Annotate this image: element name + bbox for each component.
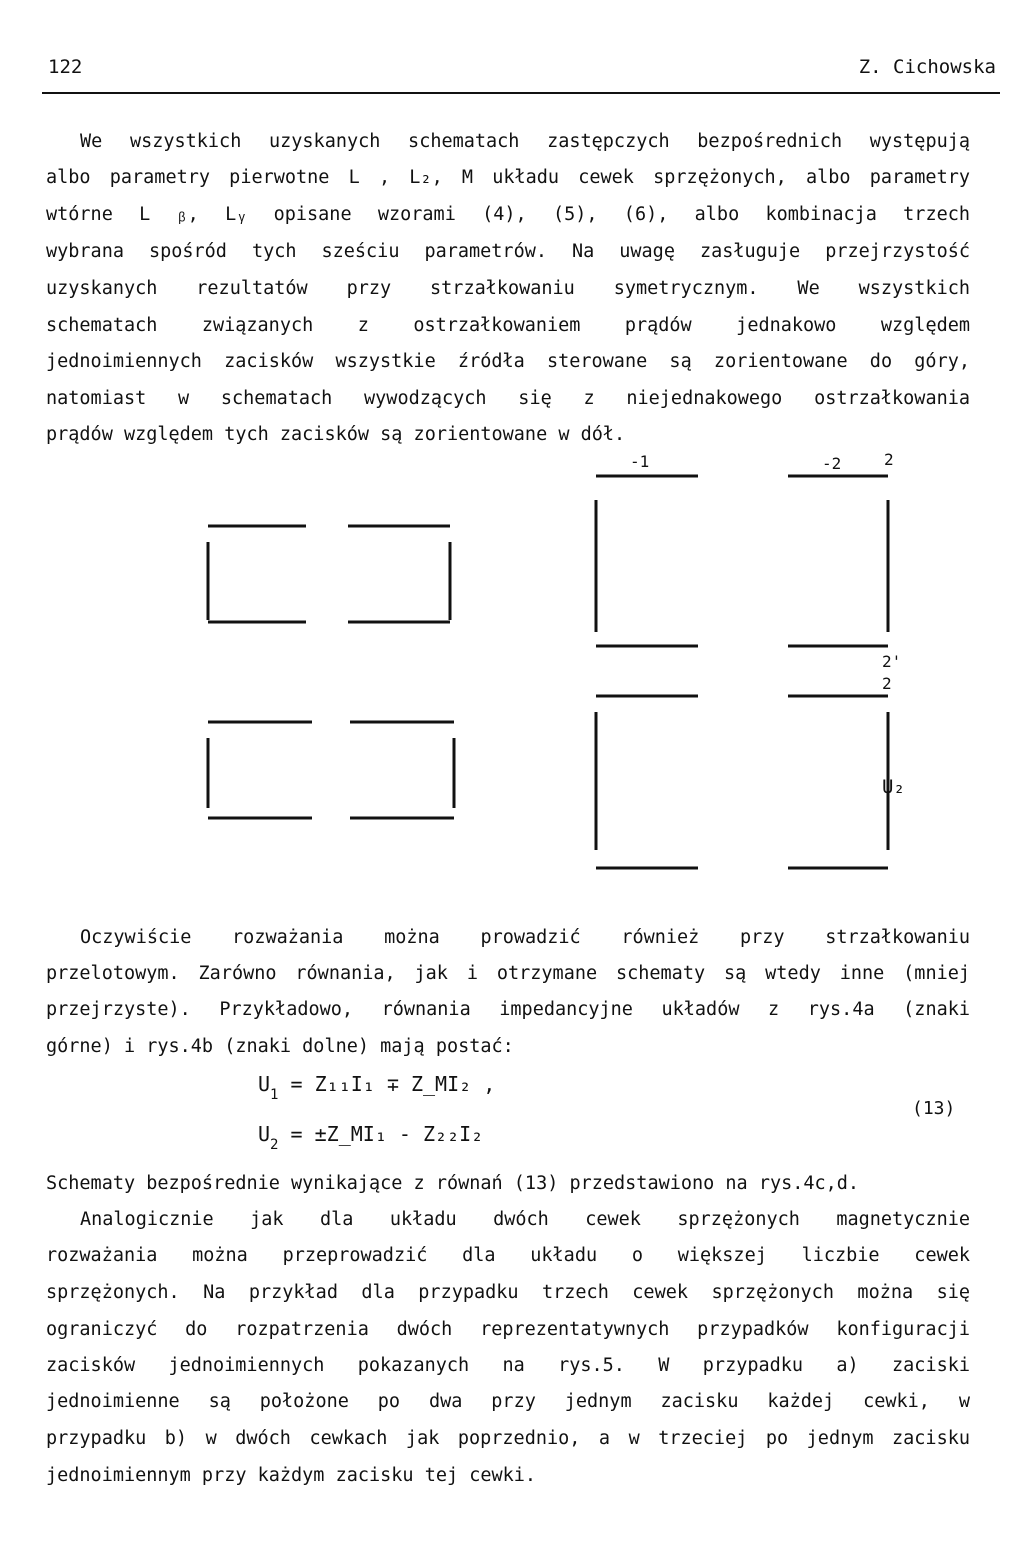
running-author: Z. Cichowska xyxy=(858,56,996,78)
text-line: jednoimiennych zacisków wszystkie źródła sterowane są zorientowane do góry, xyxy=(46,351,970,372)
text-line: jednoimiennym przy każdym zacisku tej cewki. xyxy=(46,1465,537,1486)
text-line: przypadku b) w dwóch cewkach jak poprzednio, a w trzeciej po jednym zacisku xyxy=(46,1428,970,1449)
text-line: We wszystkich uzyskanych schematach zastępczych bezpośrednich występują xyxy=(80,131,970,152)
eq-lhs-sub: 1 xyxy=(270,1087,279,1103)
text-line: jednoimienne są położone po dwa przy jednym zacisku każdej cewki, w xyxy=(46,1391,970,1412)
text-line: rozważania można przeprowadzić dla układu o większej liczbie cewek xyxy=(46,1245,970,1266)
text-line: prądów względem tych zacisków są zorientowane w dół. xyxy=(46,424,626,445)
page-number: 122 xyxy=(48,56,83,78)
eq-rhs: = Z₁₁I₁ ∓ Z_MI₂ , xyxy=(290,1072,496,1096)
text-line: górne) i rys.4b (znaki dolne) mają postać: xyxy=(46,1036,514,1057)
text-line: uzyskanych rezultatów przy strzałkowaniu symetrycznym. We wszystkich xyxy=(46,278,970,299)
voltage-label: U₂ xyxy=(882,776,905,798)
terminal-label: -1 xyxy=(630,452,650,471)
equation-number: (13) xyxy=(912,1098,956,1119)
header-rule xyxy=(42,92,1000,94)
text-line: natomiast w schematach wywodzących się z niejednakowego ostrzałkowania xyxy=(46,388,970,409)
terminal-label: 2 xyxy=(884,450,894,469)
text-line: Oczywiście rozważania można prowadzić również przy strzałkowaniu xyxy=(80,927,970,948)
eq-lhs-sub: 2 xyxy=(270,1137,279,1153)
text-line: sprzężonych. Na przykład dla przypadku trzech cewek sprzężonych można się xyxy=(46,1282,970,1303)
text-line: przelotowym. Zarówno równania, jak i otrzymane schematy są wtedy inne (mniej xyxy=(46,963,970,984)
terminal-label: 2' xyxy=(882,652,902,671)
text-line: ograniczyć do rozpatrzenia dwóch reprezentatywnych przypadków konfiguracji xyxy=(46,1319,970,1340)
equation-2 xyxy=(258,1122,484,1153)
text-line: albo parametry pierwotne L , L₂, M układu cewek sprzężonych, albo parametry xyxy=(46,167,970,188)
text-line: schematach związanych z ostrzałkowaniem prądów jednakowo względem xyxy=(46,315,970,336)
text-line: wybrana spośród tych sześciu parametrów. Na uwagę zasługuje przejrzystość xyxy=(46,241,970,262)
text-line: wtórne L ᵦ, Lᵧ opisane wzorami (4), (5), (6), albo kombinacja trzech xyxy=(46,204,970,225)
text-line: Analogicznie jak dla układu dwóch cewek sprzężonych magnetycznie xyxy=(80,1209,970,1230)
terminal-label: -2 xyxy=(822,454,842,473)
eq-rhs: = ±Z_MI₁ - Z₂₂I₂ xyxy=(290,1122,484,1146)
equation-1 xyxy=(258,1072,496,1103)
text-line: Schematy bezpośrednie wynikające z równań (13) przedstawiono na rys.4c,d. xyxy=(46,1173,860,1194)
eq-lhs: U xyxy=(258,1072,271,1096)
text-line: zacisków jednoimiennych pokazanych na rys.5. W przypadku a) zaciski xyxy=(46,1355,970,1376)
eq-lhs: U xyxy=(258,1122,271,1146)
terminal-label: 2 xyxy=(882,674,892,693)
circuit-figure xyxy=(190,450,950,890)
circuit-diagram xyxy=(190,450,950,890)
text-line: przejrzyste). Przykładowo, równania impedancyjne układów z rys.4a (znaki xyxy=(46,999,970,1020)
